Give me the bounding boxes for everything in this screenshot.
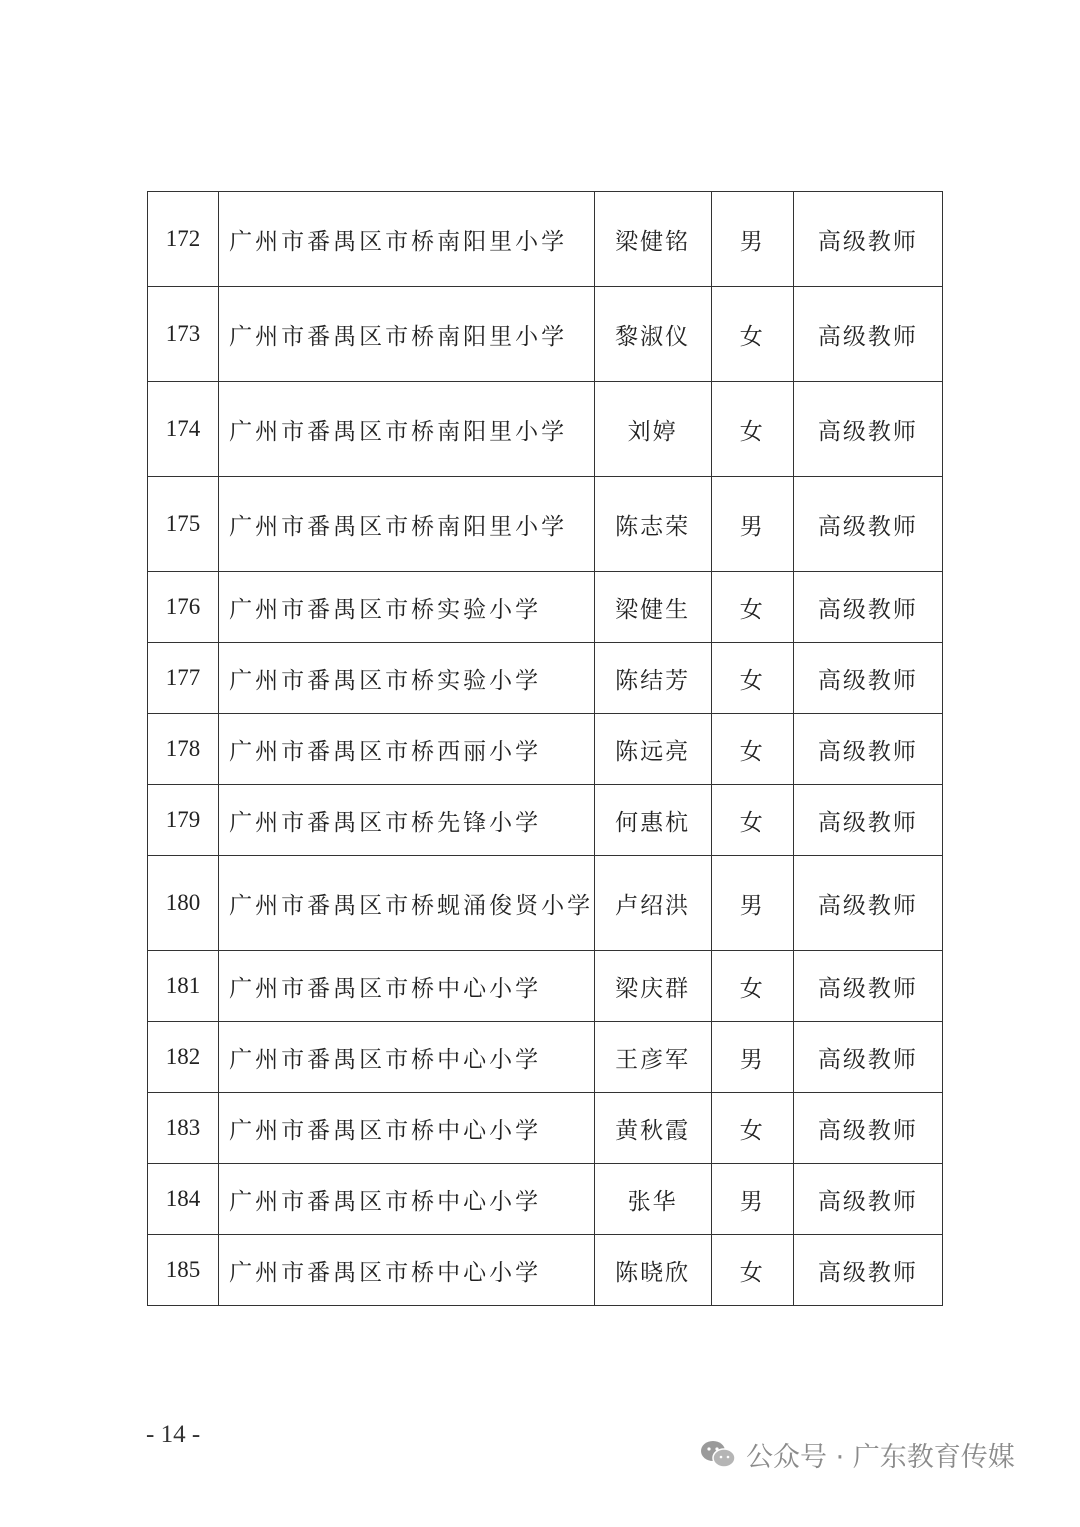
gender: 女 bbox=[711, 643, 793, 714]
school-name: 广州市番禺区市桥实验小学 bbox=[219, 643, 594, 714]
table-row bbox=[148, 382, 943, 477]
row-number: 174 bbox=[148, 382, 219, 477]
teacher-name: 梁庆群 bbox=[594, 951, 711, 1022]
wechat-icon bbox=[700, 1439, 736, 1471]
row-number: 183 bbox=[148, 1093, 219, 1164]
row-number: 179 bbox=[148, 785, 219, 856]
table-row bbox=[148, 1235, 943, 1306]
professional-title: 高级教师 bbox=[793, 192, 942, 287]
gender: 女 bbox=[711, 382, 793, 477]
table-row bbox=[148, 1164, 943, 1235]
professional-title: 高级教师 bbox=[793, 382, 942, 477]
teacher-name: 梁健铭 bbox=[594, 192, 711, 287]
professional-title: 高级教师 bbox=[793, 951, 942, 1022]
row-number: 177 bbox=[148, 643, 219, 714]
school-name: 广州市番禺区市桥南阳里小学 bbox=[219, 287, 594, 382]
table-row bbox=[148, 287, 943, 382]
teacher-name: 陈结芳 bbox=[594, 643, 711, 714]
table-row bbox=[148, 572, 943, 643]
teacher-name: 梁健生 bbox=[594, 572, 711, 643]
school-name: 广州市番禺区市桥蚬涌俊贤小学 bbox=[219, 856, 594, 951]
school-name: 广州市番禺区市桥西丽小学 bbox=[219, 714, 594, 785]
page-number: - 14 - bbox=[146, 1421, 201, 1448]
professional-title: 高级教师 bbox=[793, 287, 942, 382]
table-row bbox=[148, 951, 943, 1022]
row-number: 175 bbox=[148, 477, 219, 572]
row-number: 184 bbox=[148, 1164, 219, 1235]
table-row bbox=[148, 192, 943, 287]
watermark bbox=[700, 1435, 1015, 1474]
professional-title: 高级教师 bbox=[793, 1022, 942, 1093]
professional-title: 高级教师 bbox=[793, 643, 942, 714]
teacher-name: 何惠杭 bbox=[594, 785, 711, 856]
professional-title: 高级教师 bbox=[793, 714, 942, 785]
gender: 女 bbox=[711, 714, 793, 785]
teacher-name: 刘婷 bbox=[594, 382, 711, 477]
row-number: 185 bbox=[148, 1235, 219, 1306]
table-row bbox=[148, 1093, 943, 1164]
professional-title: 高级教师 bbox=[793, 572, 942, 643]
professional-title: 高级教师 bbox=[793, 477, 942, 572]
teacher-name: 陈志荣 bbox=[594, 477, 711, 572]
gender: 男 bbox=[711, 192, 793, 287]
gender: 女 bbox=[711, 1093, 793, 1164]
row-number: 182 bbox=[148, 1022, 219, 1093]
teacher-name: 黄秋霞 bbox=[594, 1093, 711, 1164]
professional-title: 高级教师 bbox=[793, 856, 942, 951]
table-row bbox=[148, 1022, 943, 1093]
teacher-name: 陈远亮 bbox=[594, 714, 711, 785]
gender: 男 bbox=[711, 1164, 793, 1235]
professional-title: 高级教师 bbox=[793, 785, 942, 856]
row-number: 181 bbox=[148, 951, 219, 1022]
gender: 女 bbox=[711, 1235, 793, 1306]
teacher-name: 陈晓欣 bbox=[594, 1235, 711, 1306]
school-name: 广州市番禺区市桥中心小学 bbox=[219, 1235, 594, 1306]
table-body bbox=[148, 192, 943, 1306]
teacher-name: 张华 bbox=[594, 1164, 711, 1235]
teacher-name: 王彦军 bbox=[594, 1022, 711, 1093]
professional-title: 高级教师 bbox=[793, 1093, 942, 1164]
table-row bbox=[148, 477, 943, 572]
school-name: 广州市番禺区市桥南阳里小学 bbox=[219, 192, 594, 287]
gender: 女 bbox=[711, 785, 793, 856]
gender: 女 bbox=[711, 951, 793, 1022]
gender: 男 bbox=[711, 477, 793, 572]
school-name: 广州市番禺区市桥实验小学 bbox=[219, 572, 594, 643]
school-name: 广州市番禺区市桥中心小学 bbox=[219, 1164, 594, 1235]
table-row bbox=[148, 785, 943, 856]
gender: 男 bbox=[711, 1022, 793, 1093]
school-name: 广州市番禺区市桥中心小学 bbox=[219, 1022, 594, 1093]
school-name: 广州市番禺区市桥中心小学 bbox=[219, 1093, 594, 1164]
row-number: 178 bbox=[148, 714, 219, 785]
row-number: 176 bbox=[148, 572, 219, 643]
professional-title: 高级教师 bbox=[793, 1164, 942, 1235]
row-number: 172 bbox=[148, 192, 219, 287]
teacher-name: 卢绍洪 bbox=[594, 856, 711, 951]
table-row bbox=[148, 643, 943, 714]
school-name: 广州市番禺区市桥中心小学 bbox=[219, 951, 594, 1022]
professional-title: 高级教师 bbox=[793, 1235, 942, 1306]
school-name: 广州市番禺区市桥先锋小学 bbox=[219, 785, 594, 856]
table-row bbox=[148, 856, 943, 951]
school-name: 广州市番禺区市桥南阳里小学 bbox=[219, 382, 594, 477]
teacher-list-table bbox=[147, 191, 943, 1306]
teacher-name: 黎淑仪 bbox=[594, 287, 711, 382]
gender: 女 bbox=[711, 287, 793, 382]
table-row bbox=[148, 714, 943, 785]
row-number: 180 bbox=[148, 856, 219, 951]
watermark-text: 公众号 · 广东教育传媒 bbox=[746, 1442, 1015, 1473]
row-number: 173 bbox=[148, 287, 219, 382]
school-name: 广州市番禺区市桥南阳里小学 bbox=[219, 477, 594, 572]
gender: 男 bbox=[711, 856, 793, 951]
gender: 女 bbox=[711, 572, 793, 643]
